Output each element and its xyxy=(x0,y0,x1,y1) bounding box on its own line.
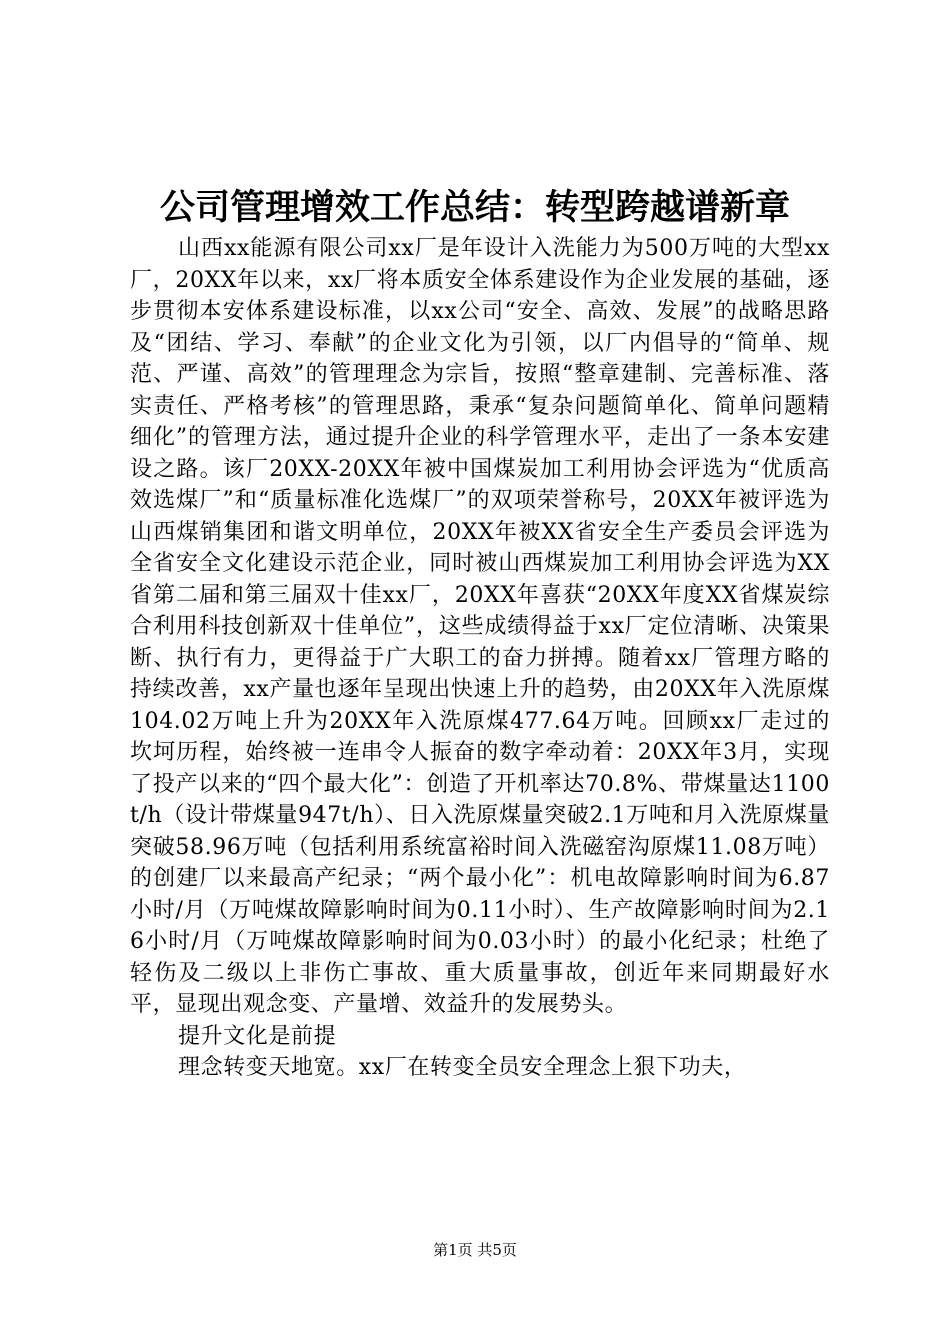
document-title: 公司管理增效工作总结：转型跨越谱新章 xyxy=(159,187,790,228)
body-paragraph: 山西xx能源有限公司xx厂是年设计入洗能力为500万吨的大型xx厂，20XX年以来，xx厂将本质安全体系建设作为企业发展的基础，逐步贯彻本安体系建设标准，以xx公司“安全、高效、发展”的战略思路及“团结、学习、奉献”的企业文化为引领，以厂内倡导的“简单、规范、严谨、高效”的管理理念为宗旨，按照“整章建制、完善标准、落实责任、严格考核”的管理思路，秉承“复杂问题简单化、简单问题精细化”的管理方法，通过提升企业的科学管理水平，走出了一条本安建设之路。该厂20XX-20XX年被中国煤炭加工利用协会评选为“优质高效选煤厂”和“质量标准化选煤厂”的双项荣誉称号，20XX年被评选为山西煤销集团和谐文明单位，20XX年被XX省安全生产委员会评选为全省安全文化建设示范企业，同时被山西煤炭加工利用协会评选为XX省第二届和第三届双十佳xx厂，20XX年喜获“20XX年度XX省煤炭综合利用科技创新双十佳单位”，这些成绩得益于xx厂定位清晰、决策果断、执行有力，更得益于广大职工的奋力拼搏。随着xx厂管理方略的持续改善，xx产量也逐年呈现出快速上升的趋势，由20XX年入洗原煤104.02万吨上升为20XX年入洗原煤477.64万吨。回顾xx厂走过的坎坷历程，始终被一连串令人振奋的数字牵动着：20XX年3月，实现了投产以来的“四个最大化”：创造了开机率达70.8%、带煤量达1100t/h（设计带煤量947t/h）、日入洗原煤量突破2.1万吨和月入洗原煤量突破58.96万吨（包括利用系统富裕时间入洗磁窑沟原煤11.08万吨）的创建厂以来最高产纪录；“两个最小化”：机电故障影响时间为6.87小时/月（万吨煤故障影响时间为0.11小时）、生产故障影响时间为2.16小时/月（万吨煤故障影响时间为0.03小时）的最小化纪录；杜绝了轻伤及二级以上非伤亡事故、重大质量事故，创近年来同期最好水平，显现出观念变、产量增、效益升的发展势头。 xyxy=(130,236,830,1017)
section-heading: 提升文化是前提 xyxy=(178,1023,337,1049)
page-number-footer: 第1页 共5页 xyxy=(433,1241,517,1259)
document-body xyxy=(130,233,830,1084)
section-paragraph: 理念转变天地宽。xx厂在转变全员安全理念上狠下功夫， xyxy=(178,1055,747,1080)
